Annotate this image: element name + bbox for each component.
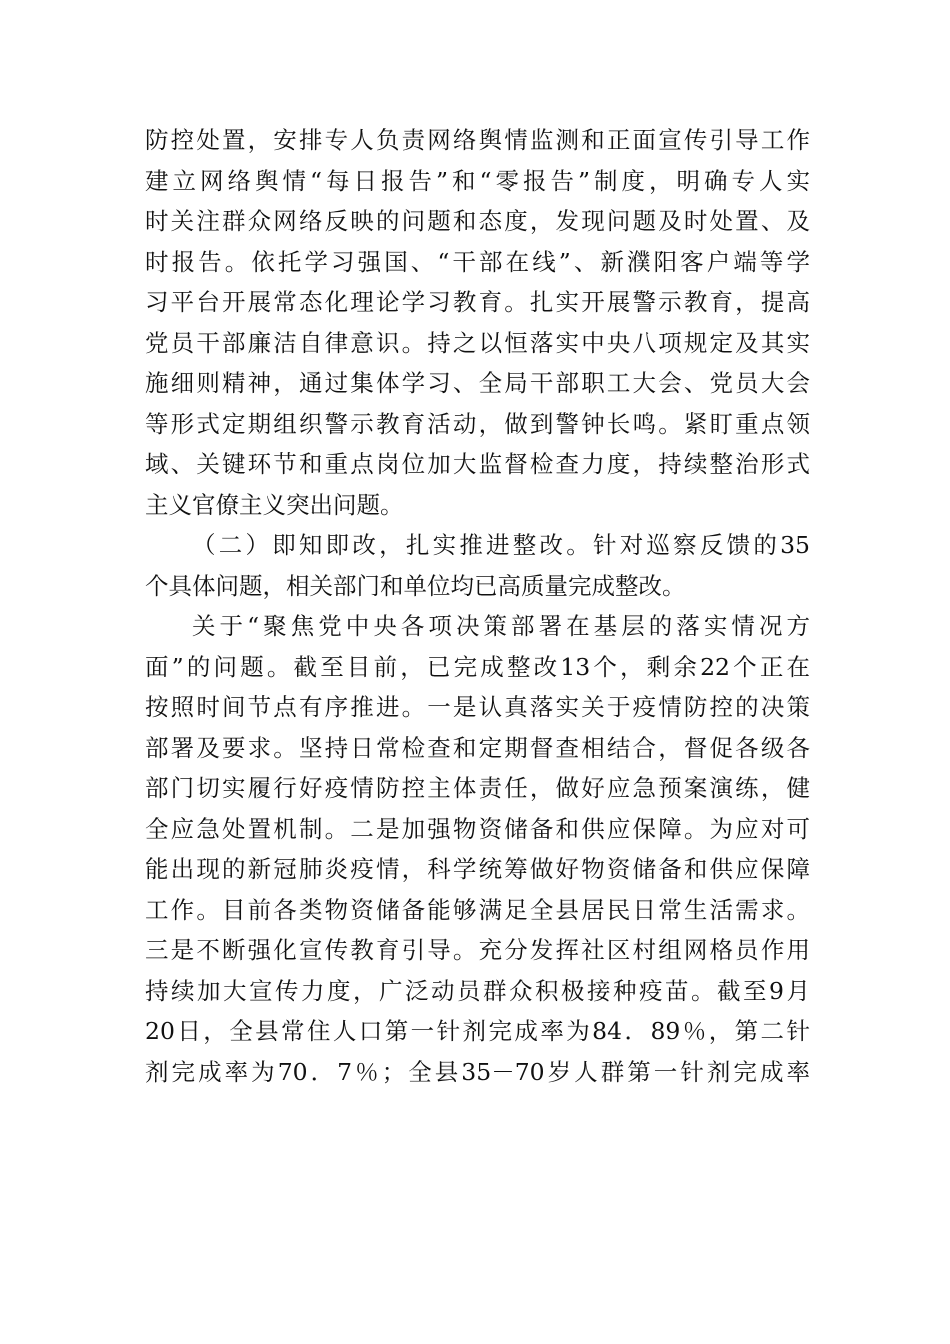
text-line: 党员干部廉洁自律意识。持之以恒落实中央八项规定及其实	[145, 328, 810, 357]
text-line: 剂完成率为70．7％；全县35－70岁人群第一针剂完成率	[145, 1057, 810, 1086]
text-line: 三是不断强化宣传教育引导。充分发挥社区村组网格员作用	[145, 936, 810, 964]
text-line: 部门切实履行好疫情防控主体责任，做好应急预案演练，健	[145, 774, 810, 802]
text-line: 20日，全县常住人口第一针剂完成率为84．89％，第二针	[145, 1017, 810, 1045]
text-line: 时报告。依托学习强国、“干部在线”、新濮阳客户端等学	[145, 247, 810, 276]
text-line: 防控处置，安排专人负责网络舆情监测和正面宣传引导工作	[145, 126, 810, 154]
text-line: 主义官僚主义突出问题。	[145, 490, 404, 519]
text-line: 等形式定期组织警示教育活动，做到警钟长鸣。紧盯重点领	[145, 409, 810, 438]
text-line: 能出现的新冠肺炎疫情，科学统筹做好物资储备和供应保障	[145, 855, 810, 883]
section-heading-line: （二）即知即改，扎实推进整改。针对巡察反馈的35	[192, 531, 810, 559]
document-body	[145, 120, 810, 1092]
text-line: 按照时间节点有序推进。一是认真落实关于疫情防控的决策	[145, 693, 810, 721]
text-line: 建立网络舆情“每日报告”和“零报告”制度，明确专人实	[145, 166, 810, 195]
text-line: 个具体问题，相关部门和单位均已高质量完成整改。	[145, 571, 686, 600]
text-line: 工作。目前各类物资储备能够满足全县居民日常生活需求。	[145, 895, 810, 924]
text-line: 时关注群众网络反映的问题和态度，发现问题及时处置、及	[145, 207, 810, 235]
text-line: 全应急处置机制。二是加强物资储备和供应保障。为应对可	[145, 814, 810, 843]
text-line: 域、关键环节和重点岗位加大监督检查力度，持续整治形式	[145, 450, 810, 478]
text-line: 习平台开展常态化理论学习教育。扎实开展警示教育，提高	[145, 288, 810, 316]
paragraph-start-line: 关于“聚焦党中央各项决策部署在基层的落实情况方	[192, 612, 810, 640]
text-line: 施细则精神，通过集体学习、全局干部职工大会、党员大会	[145, 369, 810, 397]
text-line: 持续加大宣传力度，广泛动员群众积极接种疫苗。截至9月	[145, 976, 810, 1005]
text-line: 部署及要求。坚持日常检查和定期督查相结合，督促各级各	[145, 733, 810, 762]
text-line: 面”的问题。截至目前，已完成整改13个，剩余22个正在	[145, 652, 810, 681]
